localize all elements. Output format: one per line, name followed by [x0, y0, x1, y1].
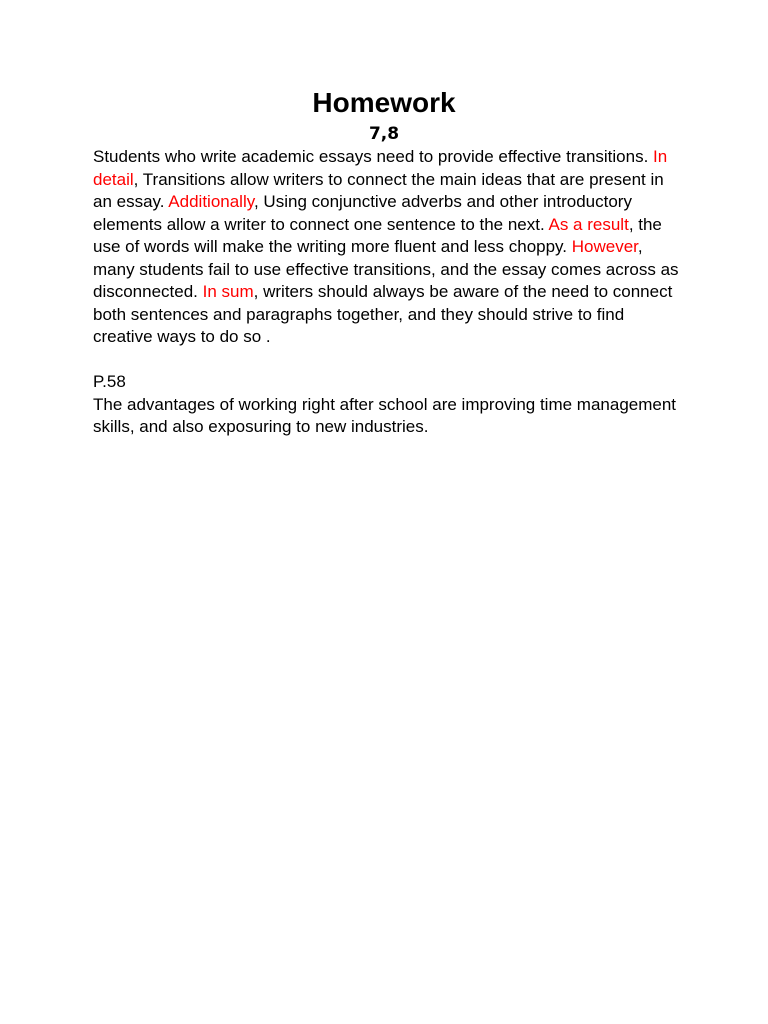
paragraph-text: , the use of words will make the writing more fluent and less choppy.	[93, 214, 662, 256]
paragraph-text: , Using conjunctive adverbs and other introductory elements allow a writer to connect one sentence to the next.	[93, 192, 632, 234]
transition-phrase: As a result	[548, 214, 629, 234]
transition-phrase: In sum	[202, 282, 254, 301]
advantages-paragraph: The advantages of working right after school are improving time management skills, and also exposuring to new industries.	[93, 394, 677, 436]
page-reference: P.58	[93, 372, 126, 391]
paragraph-text: , many students fail to use effective transitions, and the essay comes across as disconnected.	[93, 237, 679, 301]
transition-phrase: However	[571, 237, 638, 256]
document-subtitle: 7,8	[368, 124, 400, 144]
paragraph-text: , Transitions allow writers to connect the main ideas that are present in an essay.	[93, 169, 664, 211]
paragraph-text: Students who write academic essays need to provide effective transitions.	[93, 147, 654, 166]
second-section	[93, 371, 683, 439]
paragraph-text: , writers should always be aware of the need to connect both sentences and paragraphs together, and they should strive to find creative ways to do so .	[93, 282, 673, 346]
transition-phrase: In detail	[93, 147, 668, 189]
document-title: Homework	[312, 87, 456, 118]
transition-phrase: Additionally	[168, 192, 254, 211]
essay-paragraph	[93, 146, 683, 349]
